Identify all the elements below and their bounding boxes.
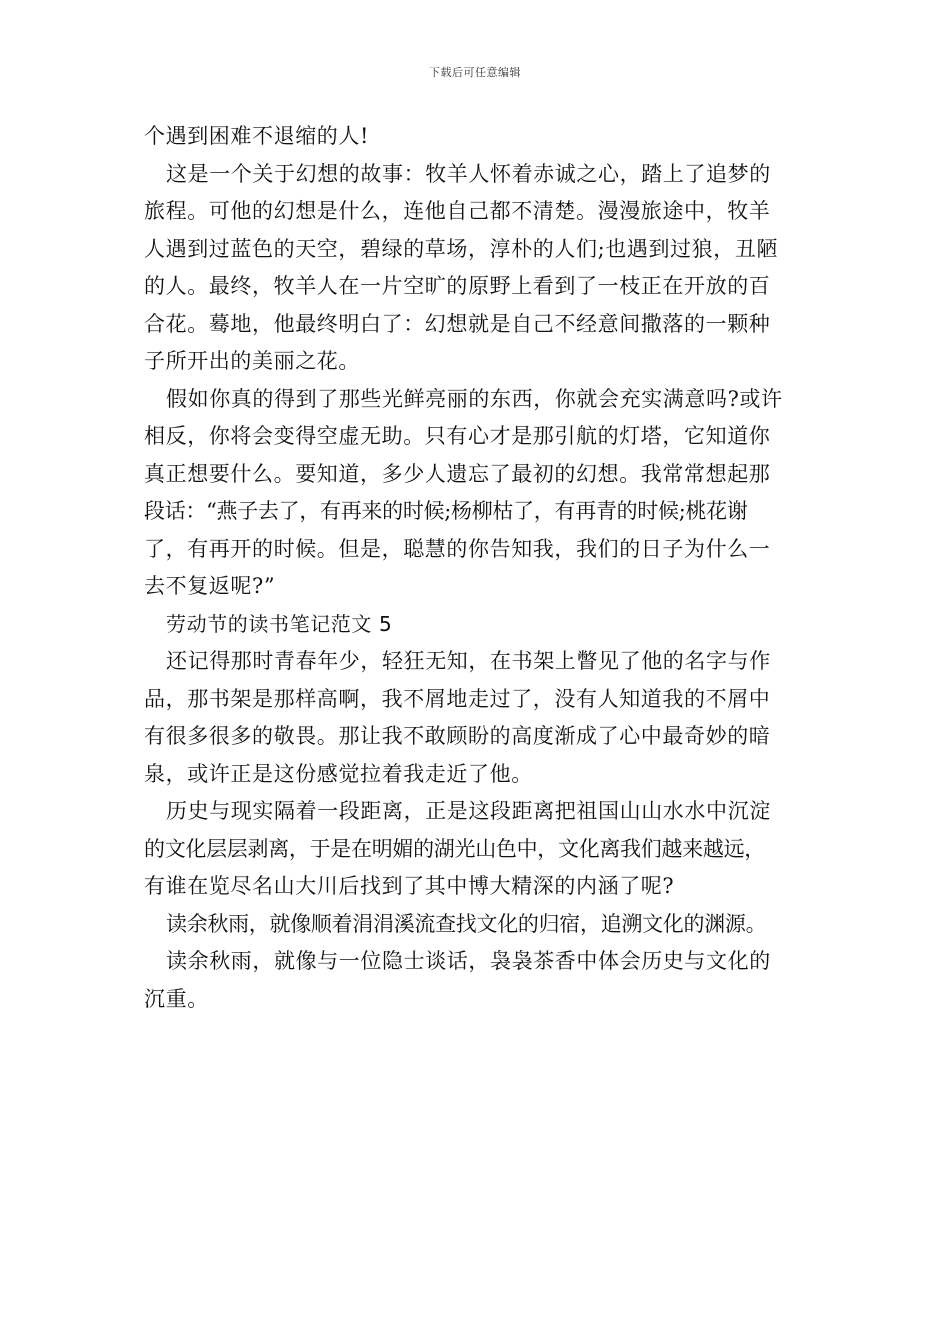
paragraph-start-line: 这是一个关于幻想的故事：牧羊人怀着赤诚之心，踏上了追梦的	[166, 161, 771, 186]
paragraph-start-line: 读余秋雨，就像与一位隐士谈话，袅袅茶香中体会历史与文化的	[166, 949, 771, 973]
page-header: 下载后可任意编辑	[429, 66, 521, 79]
text-line: 合花。蓦地，他最终明白了：幻想就是自己不经意间撒落的一颗种	[144, 311, 771, 336]
text-line: 泉，或许正是这份感觉拉着我走近了他。	[144, 761, 533, 786]
text-line: 品，那书架是那样高啊，我不屑地走过了，没有人知道我的不屑中	[144, 686, 771, 711]
text-line: 有谁在览尽名山大川后找到了其中博大精深的内涵了呢?	[144, 874, 675, 898]
document-body	[144, 118, 814, 1018]
paragraph-start-line: 还记得那时青春年少，轻狂无知，在书架上瞥见了他的名字与作	[166, 649, 771, 673]
text-line: 的文化层层剥离，于是在明媚的湖光山色中，文化离我们越来越远，	[144, 836, 765, 861]
text-line: 人遇到过蓝色的天空，碧绿的草场，淳朴的人们;也遇到过狼，丑陋	[144, 236, 779, 261]
text-line: 段话：“燕子去了，有再来的时候;杨柳枯了，有再青的时候;桃花谢	[144, 499, 748, 523]
paragraph-start-line: 假如你真的得到了那些光鲜亮丽的东西，你就会充实满意吗?或许	[166, 386, 783, 411]
text-line: 的人。最终，牧羊人在一片空旷的原野上看到了一枝正在开放的百	[144, 274, 771, 298]
text-line: 沉重。	[144, 986, 209, 1011]
text-line: 子所开出的美丽之花。	[144, 349, 360, 373]
text-line: 了，有再开的时候。但是，聪慧的你告知我，我们的日子为什么一	[144, 536, 771, 561]
section-heading: 劳动节的读书笔记范文 5	[166, 611, 393, 636]
text-line: 相反，你将会变得空虚无助。只有心才是那引航的灯塔，它知道你	[144, 424, 771, 448]
paragraph-start-line: 读余秋雨，就像顺着涓涓溪流查找文化的归宿，追溯文化的渊源。	[166, 911, 767, 936]
text-line: 旅程。可他的幻想是什么，连他自己都不清楚。漫漫旅途中，牧羊	[144, 199, 771, 223]
paragraph-start-line: 历史与现实隔着一段距离，正是这段距离把祖国山山水水中沉淀	[166, 799, 771, 823]
text-line: 真正想要什么。要知道，多少人遗忘了最初的幻想。我常常想起那	[144, 461, 771, 486]
text-line: 有很多很多的敬畏。那让我不敢顾盼的高度渐成了心中最奇妙的暗	[144, 724, 771, 748]
text-line: 个遇到困难不退缩的人!	[144, 124, 370, 148]
text-line: 去不复返呢?”	[144, 574, 276, 598]
